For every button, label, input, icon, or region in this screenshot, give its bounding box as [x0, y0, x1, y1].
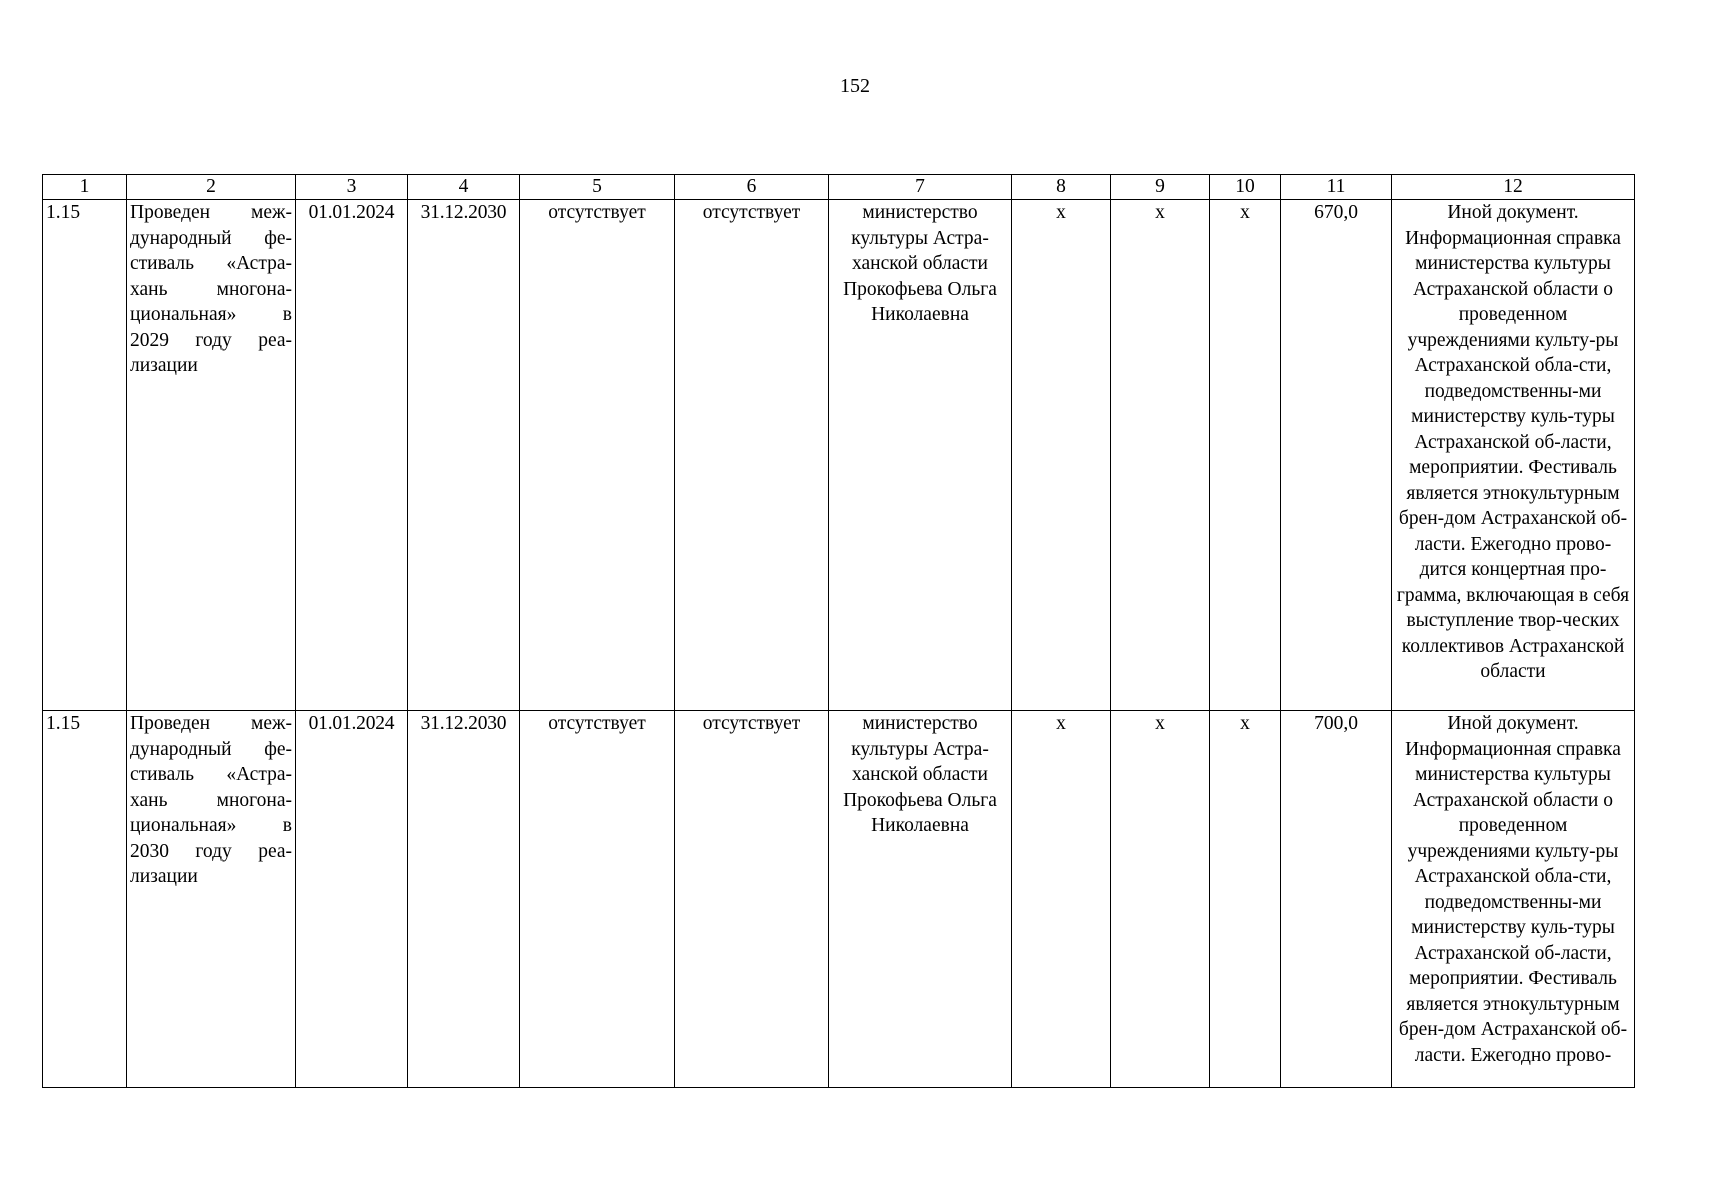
column-6-cell: отсутствует	[675, 200, 829, 711]
document-cell: Иной документ. Информационная справка министерства культуры Астраханской области о проведенном учреждениями культу-ры Астраханской обла-сти, подведомственны-ми министерству куль-туры Астраханской об-ласти, мероприятии. Фестиваль является этнокультурным брен-дом Астраханской об-ласти. Ежегодно прово-	[1392, 711, 1635, 1088]
page-number: 152	[840, 75, 870, 97]
row-number-cell: 1.15	[43, 200, 127, 711]
header-row	[43, 175, 1635, 200]
column-8-cell: x	[1012, 200, 1111, 711]
amount-cell: 670,0	[1281, 200, 1392, 711]
column-header: 7	[829, 175, 1012, 200]
column-header: 12	[1392, 175, 1635, 200]
column-5-cell: отсутствует	[520, 200, 675, 711]
responsible-cell: министерство культуры Астра-ханской области Прокофьева Ольга Николаевна	[829, 711, 1012, 1088]
table-row	[43, 200, 1635, 711]
column-header: 10	[1210, 175, 1281, 200]
document-table	[42, 174, 1635, 1088]
description-cell: Проведен меж-дународный фе-стиваль «Астра-хань многона-циональная» в 2030 году реа-лизации	[127, 711, 296, 1088]
column-10-cell: x	[1210, 711, 1281, 1088]
table-row	[43, 711, 1635, 1088]
amount-cell: 700,0	[1281, 711, 1392, 1088]
column-8-cell: x	[1012, 711, 1111, 1088]
start-date-cell: 01.01.2024	[296, 711, 408, 1088]
column-header: 4	[408, 175, 520, 200]
column-header: 1	[43, 175, 127, 200]
row-number-cell: 1.15	[43, 711, 127, 1088]
description-cell: Проведен меж-дународный фе-стиваль «Астра-хань многона-циональная» в 2029 году реа-лизации	[127, 200, 296, 711]
column-header: 3	[296, 175, 408, 200]
column-header: 11	[1281, 175, 1392, 200]
column-6-cell: отсутствует	[675, 711, 829, 1088]
column-9-cell: x	[1111, 200, 1210, 711]
start-date-cell: 01.01.2024	[296, 200, 408, 711]
responsible-cell: министерство культуры Астра-ханской области Прокофьева Ольга Николаевна	[829, 200, 1012, 711]
column-header: 8	[1012, 175, 1111, 200]
column-9-cell: x	[1111, 711, 1210, 1088]
end-date-cell: 31.12.2030	[408, 711, 520, 1088]
end-date-cell: 31.12.2030	[408, 200, 520, 711]
column-header: 5	[520, 175, 675, 200]
column-header: 2	[127, 175, 296, 200]
column-header: 6	[675, 175, 829, 200]
column-10-cell: x	[1210, 200, 1281, 711]
document-cell: Иной документ. Информационная справка министерства культуры Астраханской области о проведенном учреждениями культу-ры Астраханской обла-сти, подведомственны-ми министерству куль-туры Астраханской об-ласти, мероприятии. Фестиваль является этнокультурным брен-дом Астраханской об-ласти. Ежегодно прово-дится концертная про-грамма, включающая в себя выступление твор-ческих коллективов Астраханской области	[1392, 200, 1635, 711]
column-5-cell: отсутствует	[520, 711, 675, 1088]
column-header: 9	[1111, 175, 1210, 200]
